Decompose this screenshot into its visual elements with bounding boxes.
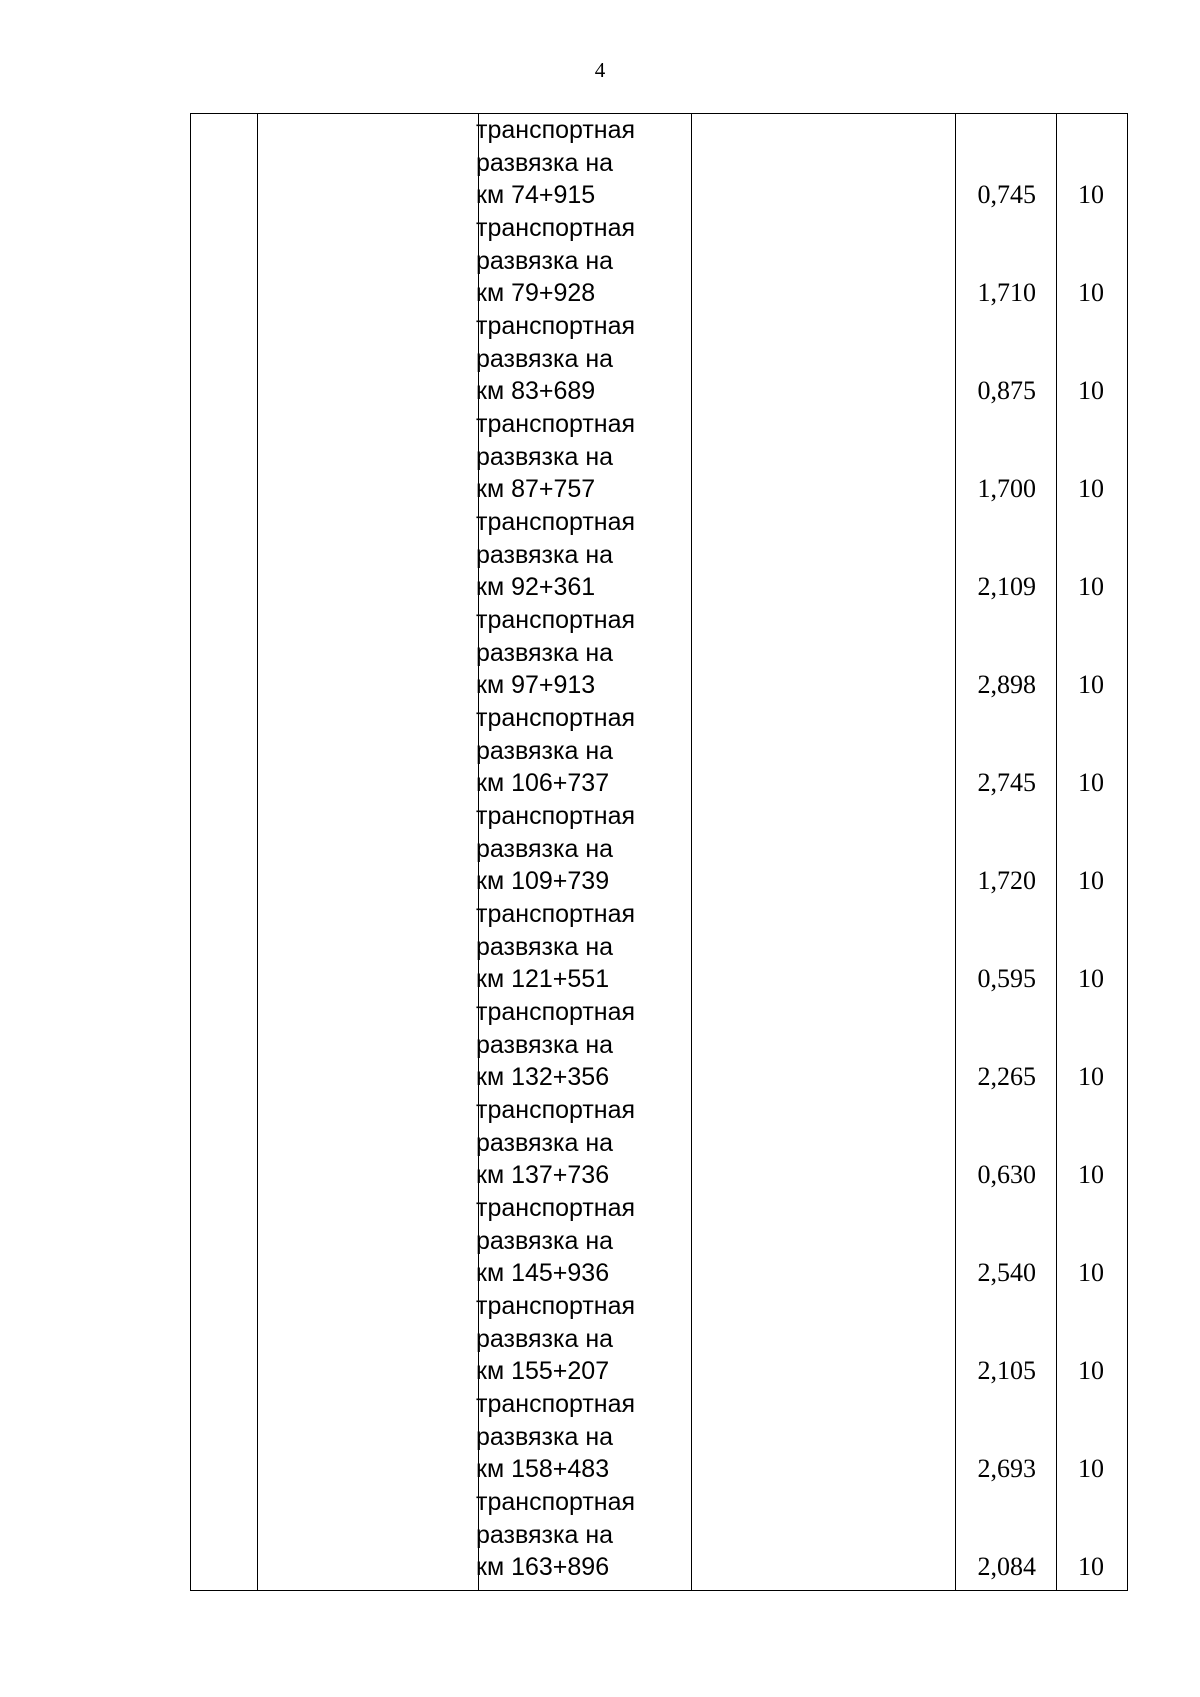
row-value: 2,084 [977, 1552, 1036, 1581]
row-description [476, 506, 686, 604]
row-value: 2,693 [977, 1454, 1036, 1483]
description-line: транспортная [476, 998, 636, 1026]
description-line: км 79+928 [476, 279, 596, 308]
row-value: 0,630 [977, 1160, 1036, 1189]
table-row [191, 800, 1127, 898]
description-line: км 97+913 [476, 671, 596, 700]
table-row [191, 898, 1127, 996]
description-line: развязка на [476, 932, 614, 961]
description-line: развязка на [476, 1324, 614, 1353]
description-line: транспортная [476, 1096, 636, 1124]
row-description [476, 212, 686, 310]
row-description [476, 310, 686, 408]
description-line: км 137+736 [476, 1161, 610, 1190]
row-count: 10 [1078, 964, 1104, 993]
description-line: развязка на [476, 736, 614, 765]
row-count: 10 [1078, 670, 1104, 699]
row-description [476, 1486, 686, 1584]
row-count: 10 [1078, 1454, 1104, 1483]
row-count: 10 [1078, 1552, 1104, 1581]
description-line: развязка на [476, 1030, 614, 1059]
description-line: развязка на [476, 148, 614, 177]
description-line: км 106+737 [476, 769, 610, 798]
table-row [191, 1290, 1127, 1388]
description-line: транспортная [476, 1292, 636, 1320]
description-line: транспортная [476, 1488, 636, 1516]
description-line: транспортная [476, 1390, 636, 1418]
row-value: 2,745 [977, 768, 1036, 797]
description-line: транспортная [476, 214, 636, 242]
description-line: км 145+936 [476, 1259, 610, 1288]
description-line: км 132+356 [476, 1063, 610, 1092]
description-line: транспортная [476, 410, 636, 438]
description-line: км 109+739 [476, 867, 610, 896]
description-line: км 158+483 [476, 1455, 610, 1484]
row-value: 0,595 [977, 964, 1036, 993]
description-line: развязка на [476, 246, 614, 275]
row-value: 0,875 [977, 376, 1036, 405]
description-line: транспортная [476, 802, 636, 830]
description-line: развязка на [476, 540, 614, 569]
row-description [476, 1192, 686, 1290]
description-line: км 74+915 [476, 181, 596, 210]
description-line: км 163+896 [476, 1553, 610, 1582]
row-description [476, 408, 686, 506]
description-line: км 155+207 [476, 1357, 610, 1386]
row-value: 1,700 [977, 474, 1036, 503]
row-count: 10 [1078, 1258, 1104, 1287]
row-description [476, 1388, 686, 1486]
description-line: транспортная [476, 312, 636, 340]
row-value: 2,109 [977, 572, 1036, 601]
description-line: км 121+551 [476, 965, 610, 994]
row-count: 10 [1078, 180, 1104, 209]
table-row [191, 212, 1127, 310]
row-value: 2,265 [977, 1062, 1036, 1091]
description-line: транспортная [476, 900, 636, 928]
description-line: транспортная [476, 1194, 636, 1222]
table-row [191, 310, 1127, 408]
table-row [191, 1192, 1127, 1290]
description-line: развязка на [476, 638, 614, 667]
description-line: развязка на [476, 344, 614, 373]
row-count: 10 [1078, 572, 1104, 601]
description-line: транспортная [476, 606, 636, 634]
table-row [191, 1388, 1127, 1486]
row-value: 2,105 [977, 1356, 1036, 1385]
page-number: 4 [594, 58, 606, 82]
row-count: 10 [1078, 278, 1104, 307]
row-count: 10 [1078, 768, 1104, 797]
table-row [191, 408, 1127, 506]
table-row [191, 1094, 1127, 1192]
description-line: развязка на [476, 442, 614, 471]
description-line: развязка на [476, 1226, 614, 1255]
row-count: 10 [1078, 474, 1104, 503]
table-row [191, 996, 1127, 1094]
document-table [190, 113, 1128, 1591]
row-description [476, 114, 686, 212]
description-line: транспортная [476, 508, 636, 536]
table-row [191, 702, 1127, 800]
row-description [476, 800, 686, 898]
description-line: км 87+757 [476, 475, 596, 504]
row-value: 1,720 [977, 866, 1036, 895]
row-description [476, 898, 686, 996]
description-line: транспортная [476, 116, 636, 144]
row-count: 10 [1078, 1356, 1104, 1385]
table-row [191, 506, 1127, 604]
description-line: км 92+361 [476, 573, 596, 602]
row-description [476, 996, 686, 1094]
description-line: км 83+689 [476, 377, 596, 406]
row-value: 1,710 [977, 278, 1036, 307]
row-description [476, 702, 686, 800]
description-line: развязка на [476, 1422, 614, 1451]
row-value: 0,745 [977, 180, 1036, 209]
description-line: развязка на [476, 834, 614, 863]
row-value: 2,898 [977, 670, 1036, 699]
row-count: 10 [1078, 376, 1104, 405]
row-description [476, 604, 686, 702]
row-count: 10 [1078, 866, 1104, 895]
description-line: развязка на [476, 1128, 614, 1157]
row-value: 2,540 [977, 1258, 1036, 1287]
row-description [476, 1290, 686, 1388]
row-count: 10 [1078, 1160, 1104, 1189]
row-count: 10 [1078, 1062, 1104, 1091]
description-line: развязка на [476, 1520, 614, 1549]
row-description [476, 1094, 686, 1192]
description-line: транспортная [476, 704, 636, 732]
table-row [191, 1486, 1127, 1590]
table-row [191, 604, 1127, 702]
table-row [191, 114, 1127, 212]
